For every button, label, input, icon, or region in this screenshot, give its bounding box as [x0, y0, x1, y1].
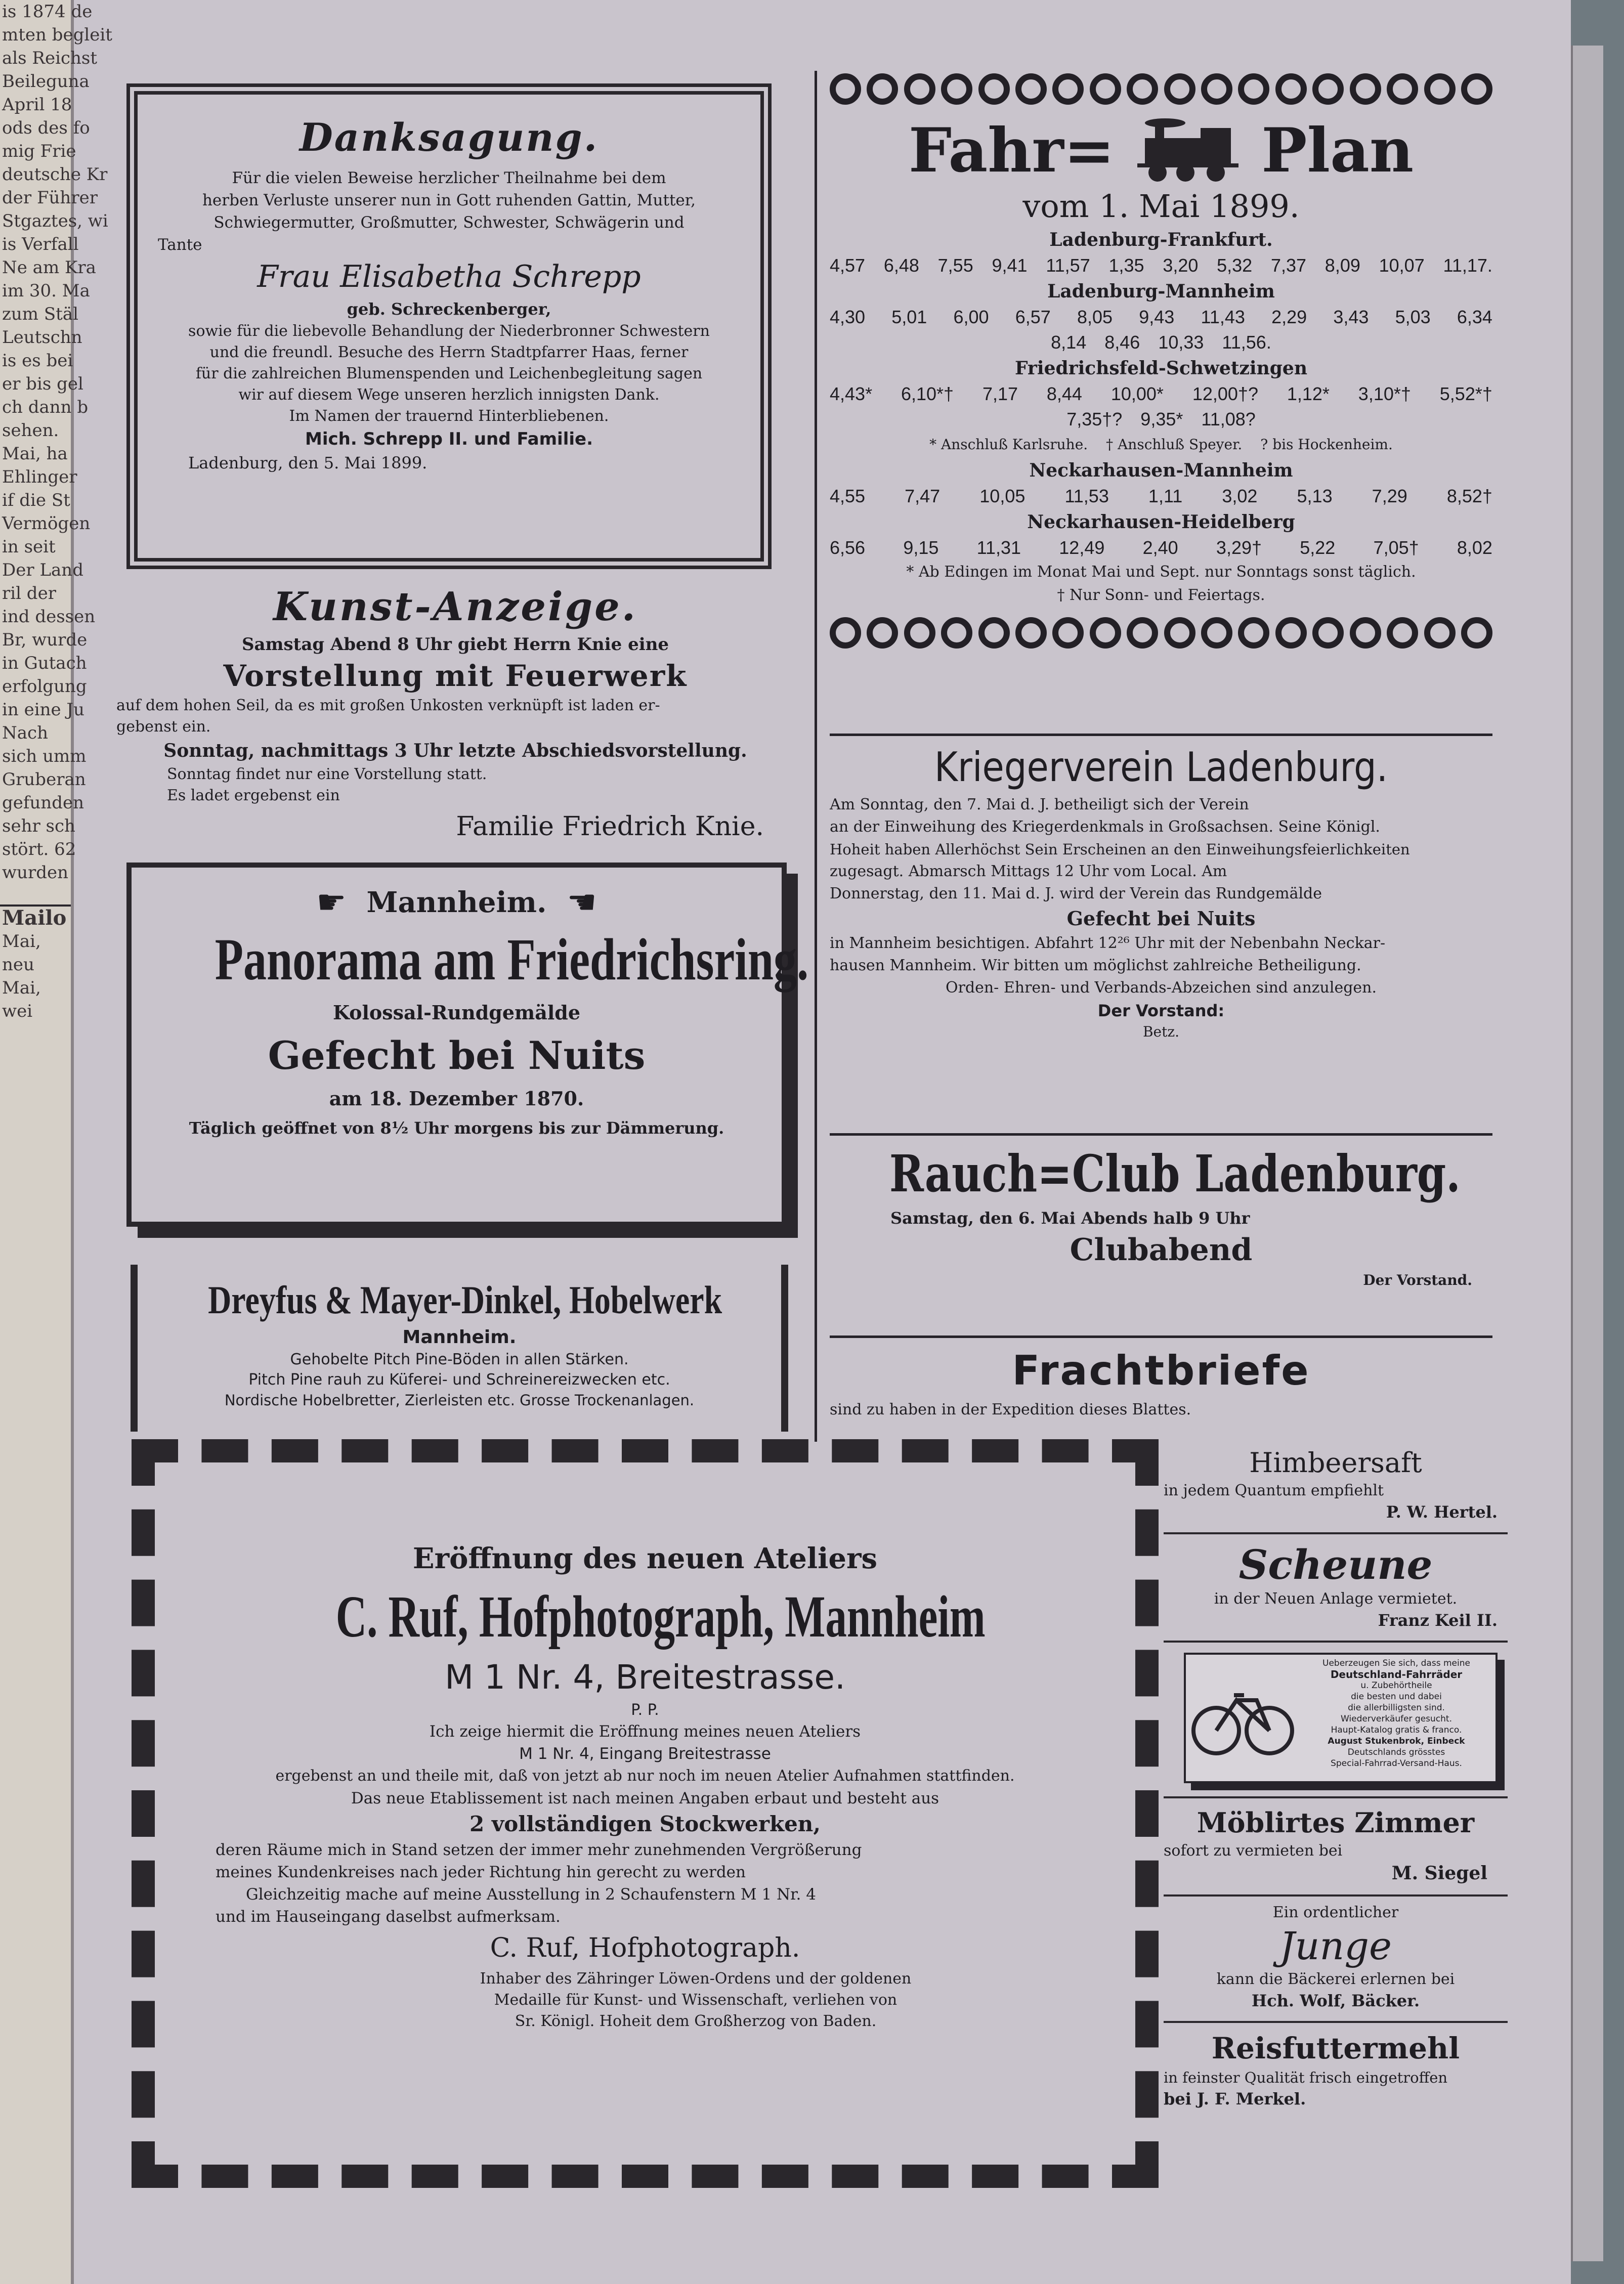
ornament-circle [830, 617, 861, 649]
departure-time: 7,47 [905, 486, 941, 506]
schedule-row [830, 407, 1492, 432]
departure-time: 6,00 [953, 307, 989, 327]
krieger-battle: Gefecht bei Nuits [1066, 907, 1256, 930]
krieger-body-4: zugesagt. Abmarsch Mittags 12 Uhr vom Local. Am [830, 863, 1227, 880]
departure-time: 1,11 [1148, 486, 1183, 506]
schedule-row [830, 253, 1492, 278]
fragment-line: zum Stäl [2, 304, 78, 324]
fahrrad-line5: die allerbilligsten sind. [1348, 1703, 1445, 1713]
scheune-line: in der Neuen Anlage vermietet. [1214, 1590, 1458, 1608]
departure-time: 12,00†? [1192, 383, 1258, 404]
departure-time: 2,40 [1142, 537, 1178, 558]
ornament-circle [1164, 617, 1195, 649]
fragment-line: neu [2, 955, 34, 975]
pointing-hand-right-icon: ☛ [316, 883, 347, 922]
ruf-sig-line3: Sr. Königl. Hoheit dem Großherzog von Baden. [515, 2012, 877, 2030]
ornament-circle [867, 73, 898, 105]
fragment-line: Ne am Kra [2, 257, 96, 278]
departure-time: 6,10*† [901, 383, 954, 404]
ornament-circle [1052, 73, 1084, 105]
fragment-line: er bis gel [2, 374, 83, 394]
kunst-line3: gebenst ein. [116, 718, 211, 736]
krieger-body2-1: in Mannheim besichtigen. Abfahrt 12²⁶ Uhr mit der Nebenbahn Neckar- [830, 934, 1386, 952]
junge-title: Junge [1279, 1923, 1392, 1968]
departure-time: 1,35 [1108, 255, 1144, 276]
ruf-sig-line2: Medaille für Kunst- und Wissenschaft, verliehen von [494, 1991, 898, 2009]
fahrplan-title-right: Plan [1261, 115, 1414, 186]
fragment-line: sehr sch [2, 816, 75, 836]
fragment-line: deutsche Kr [2, 164, 108, 185]
ornament-circle [1201, 617, 1232, 649]
departure-time: * Anschluß Karlsruhe. [929, 436, 1088, 453]
fahrplan-note2: † Nur Sonn- und Feiertags. [1057, 586, 1265, 604]
fragment-line: Mai, ha [2, 444, 68, 464]
junge-pre: Ein ordentlicher [1272, 1904, 1399, 1921]
kunst-line2: auf dem hohen Seil, da es mit großen Unkosten verknüpft ist laden er- [116, 697, 660, 714]
fahrrad-line9: Deutschlands grösstes [1347, 1747, 1445, 1757]
fragment-line: April 18 [2, 95, 72, 115]
fracht-title: Frachtbriefe [1012, 1347, 1310, 1394]
fragment-line: Der Land [2, 560, 83, 580]
ornament-circle [1312, 73, 1344, 105]
column-rule [815, 71, 817, 1442]
rauchclub-ad [830, 1133, 1492, 1335]
fahrrad-line6: Wiederverkäufer gesucht. [1340, 1714, 1452, 1724]
fragment-line: if die St [2, 490, 70, 510]
kunst-anzeige-ad [116, 582, 794, 855]
departure-time: 10,00* [1110, 383, 1164, 404]
schedule-row [830, 381, 1492, 407]
route-name: Neckarhausen-Heidelberg [1027, 511, 1295, 533]
rauch-title: Rauch=Club Ladenburg. [889, 1144, 1461, 1203]
kunst-line4: Sonntag, nachmittags 3 Uhr letzte Abschiedsvorstellung. [163, 740, 747, 761]
departure-time: 8,52† [1446, 486, 1492, 506]
reis-signature: bei J. F. Merkel. [1164, 2089, 1306, 2108]
fragment-line: mten begleit [2, 25, 112, 45]
fragment-line: sehen. [2, 420, 59, 441]
departure-time: 8,09 [1324, 255, 1360, 276]
fragment-line: erfolgung [2, 676, 87, 697]
departure-time: 5,22 [1300, 537, 1336, 558]
fragment-line: der Führer [2, 188, 98, 208]
frachtbriefe-ad [830, 1335, 1492, 1442]
ornament-circle [1275, 617, 1307, 649]
dreyfus-ad [131, 1265, 788, 1432]
fahrplan-title-left: Fahr= [908, 115, 1115, 186]
departure-time: 3,20 [1163, 255, 1199, 276]
departure-time: 6,34 [1457, 307, 1492, 327]
panorama-battle: Gefecht bei Nuits [268, 1033, 646, 1078]
departure-time: 9,35* [1140, 409, 1183, 429]
kunst-signature: Familie Friedrich Knie. [456, 811, 764, 842]
fragment-line: ind dessen [2, 607, 96, 627]
danksagung-body2-2: und die freundl. Besuche des Herrn Stadtpfarrer Haas, ferner [209, 343, 689, 361]
ornament-circle [941, 617, 972, 649]
ornament-circle [1461, 73, 1492, 105]
danksagung-body2-1: sowie für die liebevolle Behandlung der Niederbronner Schwestern [188, 322, 710, 340]
route-name: Ladenburg-Frankfurt. [1049, 229, 1273, 250]
fahrplan-schedule [830, 227, 1492, 561]
fragment-line: in eine Ju [2, 700, 84, 720]
departure-time: 8,44 [1046, 383, 1082, 404]
departure-time: 8,02 [1457, 537, 1492, 558]
fragment-line: Mai, [2, 931, 41, 952]
departure-time: 10,33 [1158, 332, 1204, 353]
panorama-ad [126, 863, 809, 1227]
departure-time: 9,15 [903, 537, 939, 558]
fragment-line: als Reichst [2, 48, 98, 68]
schedule-row [830, 432, 1492, 457]
krieger-body2-3: Orden- Ehren- und Verbands-Abzeichen sind anzulegen. [945, 979, 1377, 997]
fragment-line: gefunden [2, 793, 84, 813]
ornament-circle [1424, 73, 1456, 105]
himbeer-signature: P. W. Hertel. [1386, 1502, 1498, 1522]
departure-time: 7,37 [1270, 255, 1307, 276]
departure-time: 5,01 [891, 307, 927, 327]
fragment-line: is 1874 de [2, 2, 93, 22]
fragment-line: Stgaztes, wi [2, 211, 108, 231]
departure-time: 3,10*† [1358, 383, 1411, 404]
departure-time: 10,07 [1379, 255, 1425, 276]
zimmer-title: Möblirtes Zimmer [1196, 1806, 1475, 1839]
ornament-circle [1350, 617, 1381, 649]
fragment-line: Vermögen [2, 513, 91, 534]
fragment-line: is es bei [2, 351, 73, 371]
departure-time: 4,30 [830, 307, 866, 327]
fragment-line: mig Frie [2, 141, 76, 161]
himbeer-line: in jedem Quantum empfiehlt [1164, 1482, 1384, 1499]
krieger-body-2: an der Einweihung des Kriegerdenkmals in Großsachsen. Seine Königl. [830, 818, 1380, 836]
ornament-circle [1127, 617, 1158, 649]
departure-time: 11,31 [976, 537, 1021, 558]
departure-time: 11,56. [1222, 332, 1271, 353]
page-edge [1571, 46, 1603, 2261]
fragment-line: im 30. Ma [2, 281, 90, 301]
locomotive-icon [1135, 118, 1241, 184]
ornament-circle [1238, 617, 1269, 649]
fahrrad-line7: Haupt-Katalog gratis & franco. [1331, 1725, 1462, 1735]
ornament-circle [904, 617, 935, 649]
zimmer-ad [1164, 1798, 1508, 1897]
danksagung-body2-3: für die zahlreichen Blumenspenden und Leichenbegleitung sagen [195, 365, 703, 382]
danksagung-body2-5: Im Namen der trauernd Hinterbliebenen. [289, 407, 609, 425]
route-name: Ladenburg-Mannheim [1047, 281, 1275, 302]
danksagung-ad [126, 83, 772, 569]
reis-ad [1164, 2023, 1508, 2110]
ornament-circle [1387, 73, 1418, 105]
departure-time: 10,05 [979, 486, 1025, 506]
ornament-circle [1164, 73, 1195, 105]
fahrplan-ad [830, 73, 1492, 726]
departure-time: 5,52*† [1439, 383, 1492, 404]
fahrrad-line8: August Stukenbrok, Einbeck [1328, 1736, 1465, 1746]
departure-time: 2,29 [1271, 307, 1307, 327]
fragment-line: Mailo [0, 904, 71, 930]
danksagung-body-2: herben Verluste unserer nun in Gott ruhenden Gattin, Mutter, [202, 191, 696, 209]
krieger-signature-name: Betz. [1142, 1023, 1180, 1040]
ruf-heading: Eröffnung des neuen Ateliers [412, 1542, 878, 1575]
fragment-line: wurden [2, 863, 69, 883]
ruf-line4: Das neue Etablissement ist nach meinen Angaben erbaut und besteht aus [351, 1789, 939, 1807]
danksagung-signature: Mich. Schrepp II. und Familie. [305, 429, 593, 449]
kunst-title: Kunst-Anzeige. [273, 584, 637, 630]
danksagung-nee: geb. Schreckenberger, [347, 299, 551, 319]
junge-signature: Hch. Wolf, Bäcker. [1251, 1991, 1420, 2010]
departure-time: 4,55 [830, 486, 866, 506]
ruf-signature: C. Ruf, Hofphotograph. [490, 1933, 800, 1963]
panorama-title: Panorama am Friedrichsring. [215, 926, 809, 993]
departure-time: 5,03 [1395, 307, 1431, 327]
ruf-sig-line1: Inhaber des Zähringer Löwen-Ordens und der goldenen [480, 1970, 912, 1988]
junge-line: kann die Bäckerei erlernen bei [1216, 1970, 1455, 1988]
fragment-line: Leutschn [2, 327, 82, 348]
kunst-headline: Vorstellung mit Feuerwerk [223, 659, 688, 693]
fragment-line: Mai, [2, 978, 41, 998]
departure-time: 3,29† [1216, 537, 1262, 558]
fahrrad-ad [1164, 1643, 1508, 1798]
himbeer-title: Himbeersaft [1249, 1447, 1422, 1479]
rauch-signature: Der Vorstand. [1363, 1272, 1472, 1288]
fragment-line: ch dann b [2, 397, 89, 417]
ornament-circle [1238, 73, 1269, 105]
ornament-circle [1015, 617, 1047, 649]
ornament-circle [1350, 73, 1381, 105]
departure-time: 5,13 [1297, 486, 1333, 506]
fragment-line: stört. 62 [2, 839, 76, 859]
departure-time: 9,43 [1139, 307, 1175, 327]
dreyfus-line3: Nordische Hobelbretter, Zierleisten etc. Grosse Trockenanlagen. [224, 1392, 695, 1409]
kunst-line6: Es ladet ergebenst ein [167, 787, 340, 804]
fahrrad-line4: die besten und dabei [1351, 1692, 1442, 1702]
dreyfus-title: Dreyfus & Mayer-Dinkel, Hobelwerk [208, 1278, 722, 1322]
departure-time: 8,46 [1104, 332, 1140, 353]
departure-time: ? bis Hockenheim. [1260, 436, 1393, 453]
ruf-line1: Ich zeige hiermit die Eröffnung meines neuen Ateliers [429, 1722, 861, 1741]
fragment-line: ril der [2, 583, 56, 604]
departure-time: 5,32 [1217, 255, 1253, 276]
fragment-line: Gruberan [2, 769, 86, 790]
schedule-row [830, 535, 1492, 561]
krieger-body-1: Am Sonntag, den 7. Mai d. J. betheiligt sich der Verein [830, 796, 1249, 813]
scheune-ad [1164, 1534, 1508, 1643]
departure-time: 11,53 [1064, 486, 1109, 506]
side-ads [1164, 1439, 1508, 2110]
ornament-circle [1090, 617, 1121, 649]
schedule-row [830, 484, 1492, 509]
dreyfus-city: Mannheim. [402, 1327, 517, 1348]
dreyfus-line1: Gehobelte Pitch Pine-Böden in allen Stärken. [290, 1351, 629, 1368]
departure-time: 8,14 [1051, 332, 1087, 353]
reis-line: in feinster Qualität frisch eingetroffen [1164, 2069, 1448, 2086]
departure-time: 7,17 [982, 383, 1018, 404]
reis-title: Reisfuttermehl [1211, 2031, 1460, 2065]
rauch-event: Clubabend [1070, 1232, 1253, 1268]
fracht-line: sind zu haben in der Expedition dieses Blattes. [830, 1401, 1191, 1418]
danksagung-body-4: Tante [158, 236, 202, 254]
departure-time: 4,57 [830, 255, 866, 276]
fragment-line: wei [2, 1001, 33, 1021]
zimmer-signature: M. Siegel [1391, 1863, 1487, 1884]
panorama-hours: Täglich geöffnet von 8½ Uhr morgens bis zur Dämmerung. [189, 1118, 724, 1138]
fragment-line: Beileguna [2, 71, 90, 92]
schedule-row [830, 330, 1492, 355]
departure-time: 3,02 [1222, 486, 1258, 506]
ornament-circle [978, 617, 1010, 649]
ruf-title: C. Ruf, Hofphotograph, Mannheim [335, 1583, 986, 1650]
ornament-circle [1424, 617, 1456, 649]
ornament-circle [830, 73, 861, 105]
departure-time: 7,35†? [1066, 409, 1123, 429]
ornament-circle [1015, 73, 1047, 105]
ornament-circle [1275, 73, 1307, 105]
route-name: Friedrichsfeld-Schwetzingen [1015, 358, 1307, 379]
ruf-line9: und im Hauseingang daselbst aufmerksam. [216, 1908, 561, 1926]
panorama-date: am 18. Dezember 1870. [329, 1087, 584, 1110]
ornament-circle [1461, 617, 1492, 649]
ruf-address: M 1 Nr. 4, Breitestrasse. [445, 1658, 845, 1697]
danksagung-title: Danksagung. [299, 115, 599, 160]
fragment-line: in Gutach [2, 653, 87, 673]
departure-time: 11,17. [1443, 255, 1492, 276]
departure-time: 1,12* [1287, 383, 1330, 404]
panorama-city: Mannheim. [366, 885, 547, 919]
departure-time: 11,08? [1201, 409, 1256, 429]
schedule-row [830, 305, 1492, 330]
krieger-body2-2: hausen Mannheim. Wir bitten um möglichst zahlreiche Betheiligung. [830, 957, 1361, 974]
fragment-line: Ehlinger [2, 467, 77, 487]
ruf-line7: meines Kundenkreises nach jeder Richtung hin gerecht zu werden [216, 1863, 746, 1881]
ornament-circle [941, 73, 972, 105]
fahrrad-line2: Deutschland-Fahrräder [1330, 1668, 1463, 1680]
departure-time: 9,41 [992, 255, 1028, 276]
route-name: Neckarhausen-Mannheim [1029, 460, 1293, 481]
circle-border-bottom [830, 617, 1492, 649]
fahrplan-note1: * Ab Edingen im Monat Mai und Sept. nur Sonntags sonst täglich. [906, 563, 1416, 581]
kunst-line1: Samstag Abend 8 Uhr giebt Herrn Knie eine [241, 634, 669, 655]
departure-time: 3,43 [1333, 307, 1369, 327]
fahrrad-line10: Special-Fahrrad-Versand-Haus. [1331, 1758, 1462, 1769]
ruf-line2: M 1 Nr. 4, Eingang Breitestrasse [519, 1745, 771, 1763]
ruf-pp: P. P. [631, 1701, 659, 1719]
krieger-body-5: Donnerstag, den 11. Mai d. J. wird der Verein das Rundgemälde [830, 885, 1322, 902]
fahrplan-subtitle: vom 1. Mai 1899. [1022, 188, 1300, 225]
krieger-title: Kriegerverein Ladenburg. [934, 744, 1388, 791]
ornament-circle [867, 617, 898, 649]
departure-time: 12,49 [1059, 537, 1105, 558]
kunst-line5: Sonntag findet nur eine Vorstellung statt. [167, 765, 487, 783]
departure-time: 7,29 [1372, 486, 1407, 506]
ornament-circle [1312, 617, 1344, 649]
himbeersaft-ad [1164, 1439, 1508, 1534]
fragment-line: in seit [2, 537, 56, 557]
circle-border-top [830, 73, 1492, 105]
fragment-line: ods des fo [2, 118, 90, 138]
departure-time: † Anschluß Speyer. [1106, 436, 1243, 453]
departure-time: 11,57 [1046, 255, 1090, 276]
ruf-line8: Gleichzeitig mache auf meine Ausstellung in 2 Schaufenstern M 1 Nr. 4 [246, 1885, 816, 1904]
danksagung-name: Frau Elisabetha Schrepp [257, 259, 641, 294]
ruf-atelier-ad [132, 1439, 1159, 2188]
danksagung-body-3: Schwiegermutter, Großmutter, Schwester, Schwägerin und [213, 213, 685, 232]
ornament-circle [1387, 617, 1418, 649]
fragment-line: Br, wurde [2, 630, 88, 650]
ornament-circle [904, 73, 935, 105]
krieger-signature: Der Vorstand: [1097, 1001, 1225, 1020]
scheune-signature: Franz Keil II. [1378, 1611, 1498, 1630]
danksagung-body-1: Für die vielen Beweise herzlicher Theilnahme bei dem [232, 169, 666, 187]
junge-ad [1164, 1897, 1508, 2023]
left-column-fragments [0, 0, 112, 2284]
departure-time: 6,56 [830, 537, 866, 558]
panorama-sub: Kolossal-Rundgemälde [332, 1001, 581, 1024]
fragment-line: is Verfall [2, 234, 79, 254]
ornament-circle [978, 73, 1010, 105]
ruf-line6: deren Räume mich in Stand setzen der immer mehr zunehmenden Vergrößerung [216, 1841, 862, 1859]
departure-time: 6,57 [1015, 307, 1051, 327]
departure-time: 7,05† [1373, 537, 1419, 558]
fragment-line: Nach [2, 723, 48, 743]
ornament-circle [1052, 617, 1084, 649]
danksagung-place-date: Ladenburg, den 5. Mai 1899. [188, 453, 428, 472]
zimmer-line: sofort zu vermieten bei [1164, 1842, 1343, 1860]
kriegerverein-ad [830, 734, 1492, 1128]
rauch-line: Samstag, den 6. Mai Abends halb 9 Uhr [890, 1209, 1250, 1228]
fahrrad-line3: u. Zubehörtheile [1360, 1680, 1432, 1691]
ornament-circle [1090, 73, 1121, 105]
pointing-hand-left-icon: ☚ [567, 883, 597, 922]
departure-time: 7,55 [937, 255, 973, 276]
fahrrad-line1: Ueberzeugen Sie sich, dass meine [1322, 1658, 1470, 1668]
danksagung-body2-4: wir auf diesem Wege unseren herzlich innigsten Dank. [238, 386, 660, 404]
departure-time: 8,05 [1077, 307, 1113, 327]
departure-time: 11,43 [1201, 307, 1245, 327]
scheune-title: Scheune [1238, 1541, 1433, 1588]
ruf-line3: ergebenst an und theile mit, daß von jetzt ab nur noch im neuen Atelier Aufnahmen stattfinden. [275, 1767, 1015, 1785]
ornament-circle [1201, 73, 1232, 105]
ornament-circle [1127, 73, 1158, 105]
bicycle-icon [1186, 1655, 1297, 1781]
fragment-line: sich umm [2, 746, 87, 766]
departure-time: 4,43* [830, 383, 873, 404]
krieger-body-3: Hoheit haben Allerhöchst Sein Erscheinen an den Einweihungsfeierlichkeiten [830, 841, 1410, 858]
ruf-line5: 2 vollständigen Stockwerken, [469, 1812, 821, 1836]
dreyfus-line2: Pitch Pine rauh zu Küferei- und Schreinereizwecken etc. [248, 1371, 670, 1389]
departure-time: 6,48 [883, 255, 919, 276]
